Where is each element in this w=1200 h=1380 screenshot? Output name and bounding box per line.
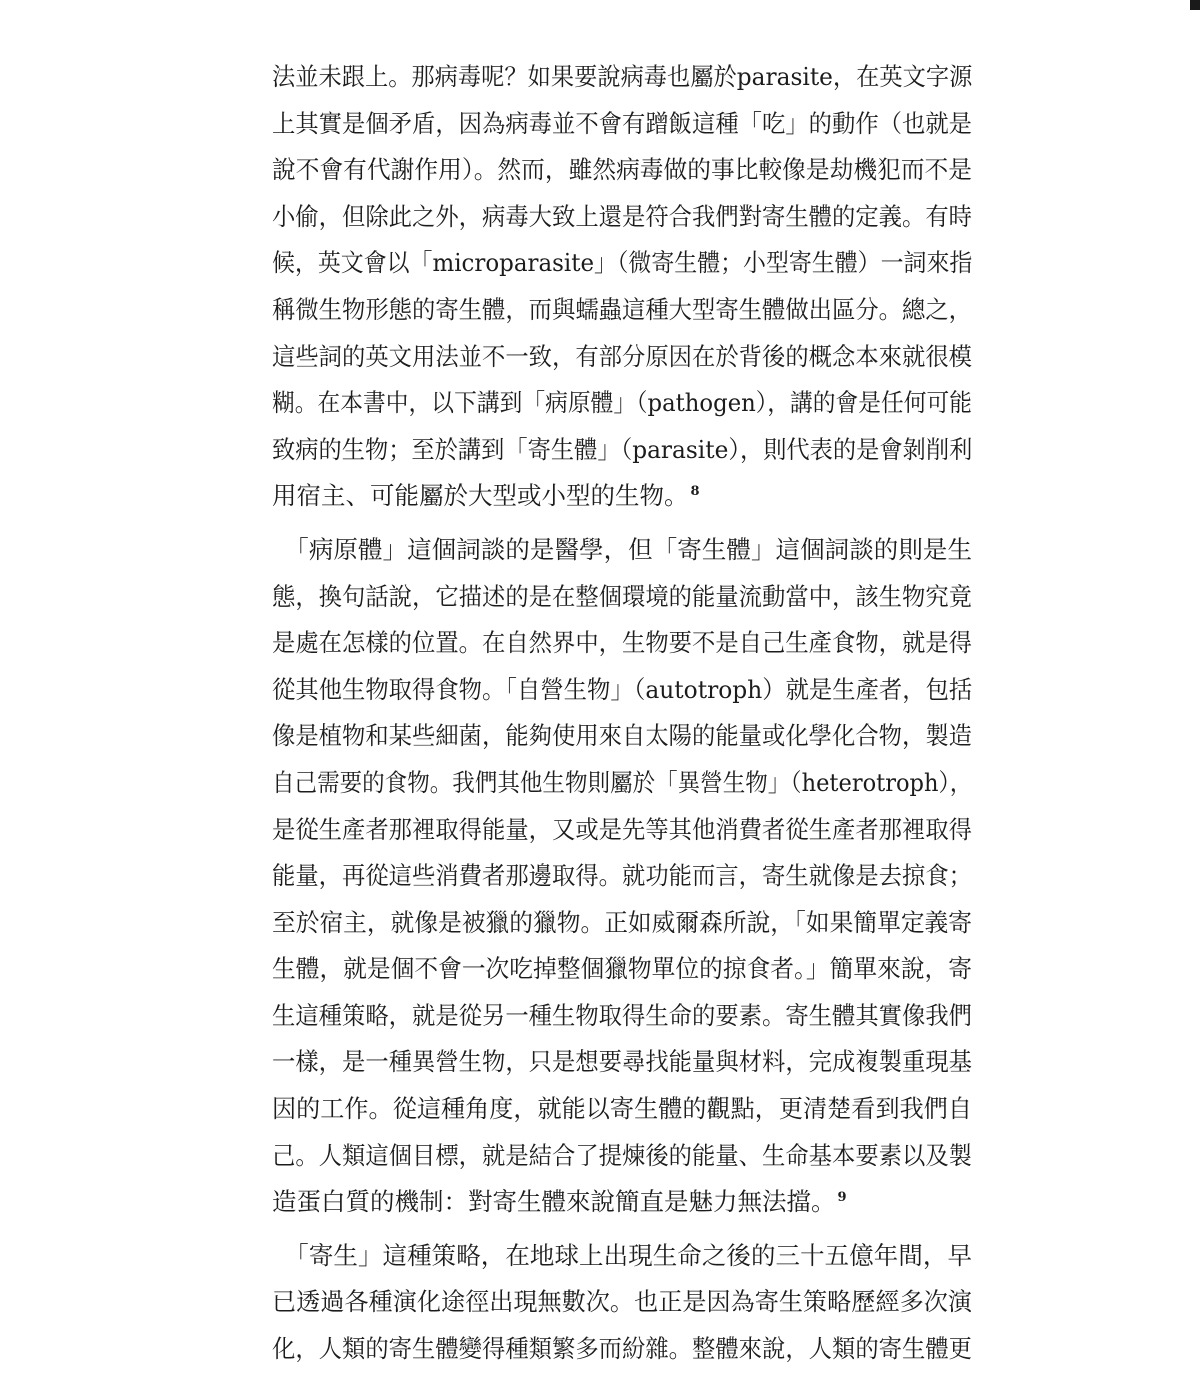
text-line: 糊。在本書中，以下講到「病原體」（pathogen），講的會是任何可能 [272,388,973,418]
text-line: 稱微生物形態的寄生體，而與蠕蟲這種大型寄生體做出區分。總之， [272,294,973,324]
text-line: 從其他生物取得食物。「自營生物」（autotroph）就是生產者，包括 [272,674,973,704]
footnote-marker: 9 [837,1190,847,1206]
text-line: 法並未跟上。那病毒呢？如果要說病毒也屬於parasite，在英文字源 [272,62,973,91]
text-line: 自己需要的食物。我們其他生物則屬於「異營生物」（heterotroph）， [272,767,973,797]
text-line: 像是植物和某些細菌，能夠使用來自太陽的能量或化學化合物，製造 [272,721,973,751]
text-line: 一樣，是一種異營生物，只是想要尋找能量與材料，完成複製重現基 [272,1047,973,1077]
text-line: 至於宿主，就像是被獵的獵物。正如威爾森所說，「如果簡單定義寄 [272,907,973,937]
text-line: 造蛋白質的機制：對寄生體來說簡直是魅力無法擋。 $^9$ [272,1187,847,1217]
paragraph [272,527,972,1226]
text-line: 「病原體」這個詞談的是醫學，但「寄生體」這個詞談的則是生 [272,534,972,564]
text-line: 生這種策略，就是從另一種生物取得生命的要素。寄生體其實像我們 [272,1000,973,1030]
text-line: 是從生產者那裡取得能量，又或是先等其他消費者從生產者那裡取得 [272,814,973,844]
text-line: 是處在怎樣的位置。在自然界中，生物要不是自己生產食物，就是得 [272,628,973,658]
text-line: 己。人類這個目標，就是結合了提煉後的能量、生命基本要素以及製 [272,1140,973,1170]
text-line: 候，英文會以「microparasite」（微寄生體；小型寄生體）一詞來指 [272,248,973,278]
text-line: 上其實是個矛盾，因為病毒並不會有蹭飯這種「吃」的動作（也就是 [272,108,973,138]
text-line: 小偷，但除此之外，病毒大致上還是符合我們對寄生體的定義。有時 [272,201,973,231]
body-text [272,54,972,1380]
text-line: 能量，再從這些消費者那邊取得。就功能而言，寄生就像是去掠食； [272,861,973,891]
paragraph [272,54,972,520]
paragraph [272,1233,972,1373]
text-line: 說不會有代謝作用）。然而，雖然病毒做的事比較像是劫機犯而不是 [272,155,973,185]
footnote-marker: 8 [690,484,700,500]
corner-mark [1190,0,1200,10]
text-line: 生體，就是個不會一次吃掉整個獵物單位的掠食者。」簡單來說，寄 [272,954,973,984]
text-line: 態，換句話說，它描述的是在整個環境的能量流動當中，該生物究竟 [272,581,973,611]
text-line: 致病的生物；至於講到「寄生體」（parasite），則代表的是會剝削利 [272,434,973,464]
text-line: 「寄生」這種策略，在地球上出現生命之後的三十五億年間，早 [272,1240,972,1270]
text-line: 化，人類的寄生體變得種類繁多而紛雜。整體來說，人類的寄生體更 [272,1334,973,1364]
text-line: 因的工作。從這種角度，就能以寄生體的觀點，更清楚看到我們自 [272,1094,972,1124]
text-line: 已透過各種演化途徑出現無數次。也正是因為寄生策略歷經多次演 [272,1287,972,1317]
text-line: 用宿主、可能屬於大型或小型的生物。 $^8$ [272,481,700,511]
text-line: 這些詞的英文用法並不一致，有部分原因在於背後的概念本來就很模 [272,341,973,371]
